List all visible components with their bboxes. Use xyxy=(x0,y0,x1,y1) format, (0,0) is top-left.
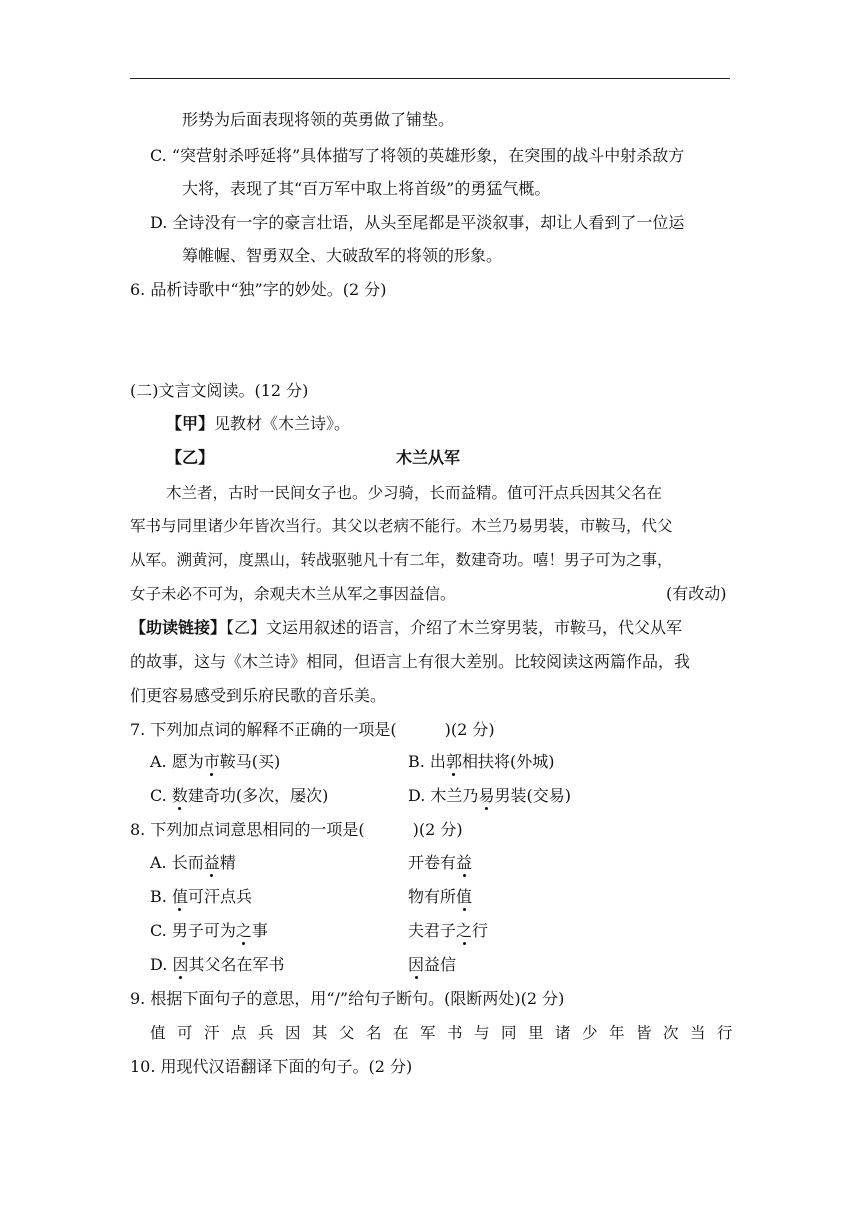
emphasis-dot: 之 xyxy=(235,921,252,940)
jia-text: 见教材《木兰诗》。 xyxy=(214,414,351,433)
question-10: 10. 用现代汉语翻译下面的句子。(2 分) xyxy=(130,1057,413,1076)
emphasis-dot: 值 xyxy=(171,887,188,906)
helper-tag: 【助读链接】 xyxy=(130,618,227,637)
header-rule xyxy=(130,78,730,79)
question-9-stem: 9. 根据下面句子的意思，用“/”给句子断句。(限断两处)(2 分) xyxy=(130,989,565,1008)
helper-line-3: 们更容易感受到乐府民歌的音乐美。 xyxy=(130,686,387,705)
q8-option-d-left: D. 因其父名在军书 xyxy=(150,955,285,974)
passage-line-4: 女子未必不可为，余观夫木兰从军之事因益信。 xyxy=(130,585,456,603)
option-c-line1: C. “突营射杀呼延将”具体描写了将领的英雄形象，在突围的战斗中射杀敌方 xyxy=(150,146,685,165)
helper-line-1 xyxy=(130,617,682,639)
emphasis-dot: 值 xyxy=(456,887,473,906)
emphasis-dot: 市 xyxy=(203,752,220,771)
q8-option-b-left: B. 值可汗点兵 xyxy=(150,887,252,906)
emphasis-dot: 之 xyxy=(456,921,473,940)
yi-title: 木兰从军 xyxy=(396,448,461,467)
emphasis-dot: 益 xyxy=(203,853,220,872)
q7-option-d: D. 木兰乃易男装(交易) xyxy=(408,786,571,805)
q7-option-c: C. 数建奇功(多次，屡次) xyxy=(150,786,329,805)
passage-line-1: 木兰者，古时一民间女子也。少习骑，长而益精。值可汗点兵因其父名在 xyxy=(166,484,663,502)
q8-option-d-right: 因益信 xyxy=(408,955,457,974)
q9-sentence: 值可汗点兵因其父名在军书与同里诸少年皆次当行 xyxy=(150,1024,745,1042)
passage-note: (有改动) xyxy=(666,584,727,603)
jia-tag: 【甲】 xyxy=(166,414,215,433)
yi-tag: 【乙】 xyxy=(166,448,215,467)
question-6: 6. 品析诗歌中“独”字的妙处。(2 分) xyxy=(130,280,387,299)
emphasis-dot: 益 xyxy=(456,853,473,872)
q8-option-b-right: 物有所值 xyxy=(408,887,473,906)
emphasis-dot: 因 xyxy=(172,955,189,974)
emphasis-dot: 数 xyxy=(171,786,188,805)
q8-option-c-right: 夫君子之行 xyxy=(408,921,489,940)
helper-text-1: 【乙】文运用叙述的语言，介绍了木兰穿男装，市鞍马，代父从军 xyxy=(226,618,683,637)
question-7-stem: 7. 下列加点词的解释不正确的一项是( )(2 分) xyxy=(130,720,495,739)
q7-option-a: A. 愿为市鞍马(买) xyxy=(150,752,281,771)
option-d-line2: 筹帷幄、智勇双全、大破敌军的将领的形象。 xyxy=(182,246,503,265)
passage-line-3: 从军。溯黄河，度黑山，转战驱驰凡十有二年，数建奇功。嘻！男子可为之事， xyxy=(130,551,673,569)
emphasis-dot: 因 xyxy=(408,955,425,974)
question-8-stem: 8. 下列加点词意思相同的一项是( )(2 分) xyxy=(130,820,463,839)
section-heading: (二)文言文阅读。(12 分) xyxy=(130,381,309,400)
q7-option-b: B. 出郭相扶将(外城) xyxy=(408,752,555,771)
option-c-line2: 大将，表现了其“百万军中取上将首级”的勇猛气概。 xyxy=(182,179,551,198)
passage-line-2: 军书与同里诸少年皆次当行。其父以老病不能行。木兰乃易男装，市鞍马，代父 xyxy=(130,517,673,535)
option-d-line1: D. 全诗没有一字的豪言壮语，从头至尾都是平淡叙事，却让人看到了一位运 xyxy=(150,213,685,232)
q8-option-a-left: A. 长而益精 xyxy=(150,853,236,872)
emphasis-dot: 郭 xyxy=(445,752,462,771)
q8-option-a-right: 开卷有益 xyxy=(408,853,473,872)
option-b-continuation: 形势为后面表现将领的英勇做了铺垫。 xyxy=(182,110,455,129)
q8-option-c-left: C. 男子可为之事 xyxy=(150,921,268,940)
emphasis-dot: 易 xyxy=(478,786,495,805)
helper-line-2: 的故事，这与《木兰诗》相同，但语言上有很大差别。比较阅读这两篇作品，我 xyxy=(130,652,691,671)
jia-line xyxy=(166,413,350,435)
